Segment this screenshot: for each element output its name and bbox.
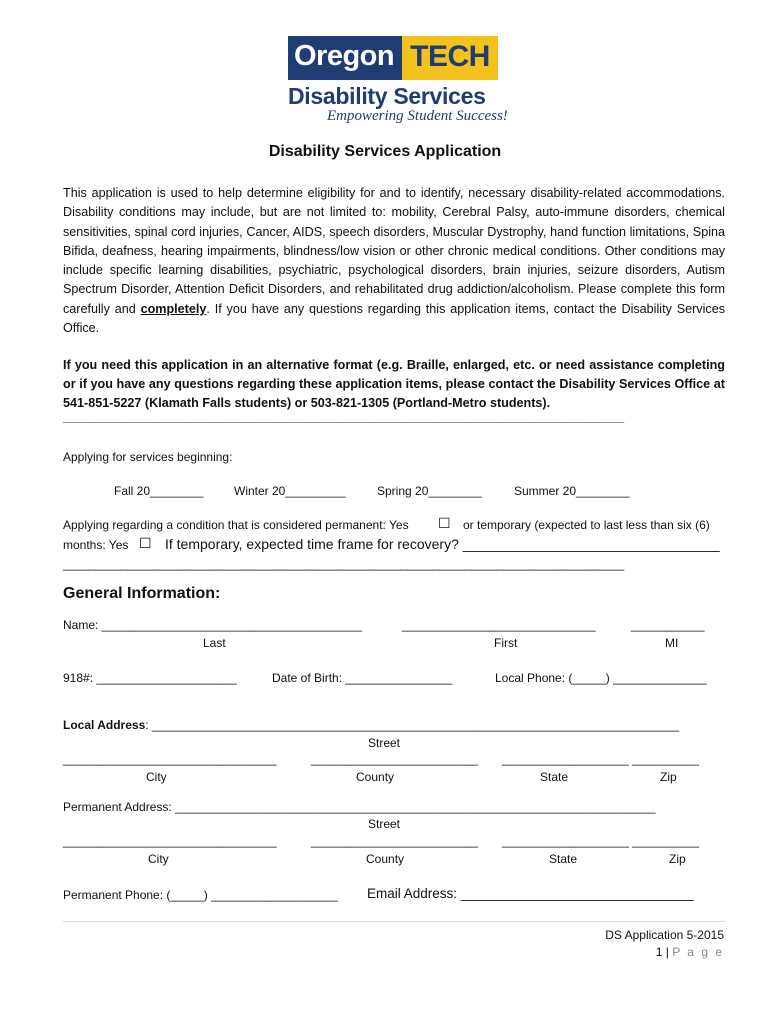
local-city-field[interactable]: ________________________________: [63, 752, 277, 766]
perm-city-caption: City: [148, 852, 169, 866]
footer-doc-id: DS Application 5-2015: [605, 928, 724, 942]
perm-county-caption: County: [366, 852, 405, 866]
logo-tech: TECH: [402, 36, 498, 80]
temporary-yes-checkbox[interactable]: ☐: [139, 535, 152, 551]
local-phone-field[interactable]: Local Phone: (_____) ______________: [495, 671, 707, 685]
page-word: P a g e: [672, 945, 724, 959]
local-state-zip-field[interactable]: ___________________ __________: [502, 752, 699, 766]
intro-emphasis: completely: [140, 301, 207, 316]
permanent-address-field[interactable]: Permanent Address: ________________________________________________________________________: [63, 800, 656, 814]
local-address-row[interactable]: [63, 718, 679, 732]
months-yes-label: months: Yes: [63, 538, 129, 552]
local-address-line[interactable]: : _______________________________________________________________________________: [145, 718, 680, 732]
condition-rule[interactable]: ________________________________________________________________________________________: [63, 557, 624, 571]
logo-tagline: Empowering Student Success!: [327, 108, 508, 124]
condition-permanent-label: Applying regarding a condition that is considered permanent: Yes: [63, 518, 409, 532]
perm-county-field[interactable]: _________________________: [311, 834, 478, 848]
perm-state-zip-field[interactable]: ___________________ __________: [502, 834, 699, 848]
permanent-yes-checkbox[interactable]: ☐: [438, 515, 451, 531]
intro-text: This application is used to help determine eligibility for and to identify, necessary disability-related accommodations. Disability conditions may include, but are not limited to: mobility, Cerebral Palsy, auto-immune disorders, chemical sensitivities, spinal cord injuries, Cancer, AIDS, speech disorders, Muscular Dystrophy, hand function limitations, Spina Bifida, deafness, hearing impairments, blindness/low vision or other chronic medical conditions. Other conditions may include specific learning disabilities, psychiatric, psychological disorders, brain injuries, seizure disorders, Autism Spectrum Disorder, Attention Deficit Disorders, and rehabilitated drug addiction/alcoholism. Please complete this form carefully and: [63, 186, 725, 316]
id-number-field[interactable]: 918#: _____________________: [63, 671, 237, 685]
general-information-heading: General Information:: [63, 585, 221, 602]
logo-oregon: Oregon: [288, 36, 402, 80]
page-sep: |: [662, 945, 673, 959]
footer-divider: [63, 921, 725, 922]
summer-field[interactable]: Summer 20________: [514, 484, 630, 498]
fall-field[interactable]: Fall 20________: [114, 484, 204, 498]
mi-caption: MI: [665, 636, 679, 650]
local-zip-caption: Zip: [660, 770, 677, 784]
name-first-field[interactable]: _____________________________: [402, 618, 596, 632]
local-county-field[interactable]: _________________________: [311, 752, 478, 766]
page-num: 1: [655, 945, 663, 959]
logo-unit: Disability Services: [288, 83, 486, 109]
dob-field[interactable]: Date of Birth: ________________: [272, 671, 453, 685]
local-city-caption: City: [146, 770, 167, 784]
local-county-caption: County: [356, 770, 395, 784]
winter-field[interactable]: Winter 20_________: [234, 484, 346, 498]
perm-street-caption: Street: [368, 817, 401, 831]
local-state-caption: State: [540, 770, 569, 784]
name-last-field[interactable]: Name: _______________________________________: [63, 618, 362, 632]
alt-format-rule: ________________________________________________________________________________________: [63, 410, 624, 424]
page-title: Disability Services Application: [268, 143, 502, 160]
permanent-phone-field[interactable]: Permanent Phone: (_____) ___________________: [63, 888, 338, 902]
perm-state-caption: State: [549, 852, 578, 866]
page-number: [656, 945, 724, 959]
perm-zip-caption: Zip: [669, 852, 686, 866]
email-field[interactable]: Email Address: _______________________________: [367, 886, 694, 901]
local-street-caption: Street: [368, 736, 401, 750]
first-caption: First: [494, 636, 518, 650]
local-address-label: Local Address: [63, 718, 146, 732]
spring-field[interactable]: Spring 20________: [377, 484, 482, 498]
last-caption: Last: [203, 636, 226, 650]
logo-wordmark: [288, 36, 498, 80]
alt-format-notice: If you need this application in an alternative format (e.g. Braille, enlarged, etc. or need assistance completing or if you have any questions regarding these application items, please contact the Disability Services Office at 541-851-5227 (Klamath Falls students) or 503-821-1305 (Portland-Metro students).: [63, 358, 725, 410]
intro-end: . If you have any questions regarding this application items, contact the Disability Services Office.: [63, 301, 726, 336]
applying-label: Applying for services beginning:: [63, 450, 233, 464]
timeframe-field[interactable]: If temporary, expected time frame for recovery? _________________________________: [165, 536, 720, 552]
condition-temporary-label: or temporary (expected to last less than six (6): [463, 518, 710, 532]
intro-paragraph: [63, 184, 725, 338]
name-mi-field[interactable]: ___________: [631, 618, 705, 632]
perm-city-field[interactable]: ________________________________: [63, 834, 277, 848]
